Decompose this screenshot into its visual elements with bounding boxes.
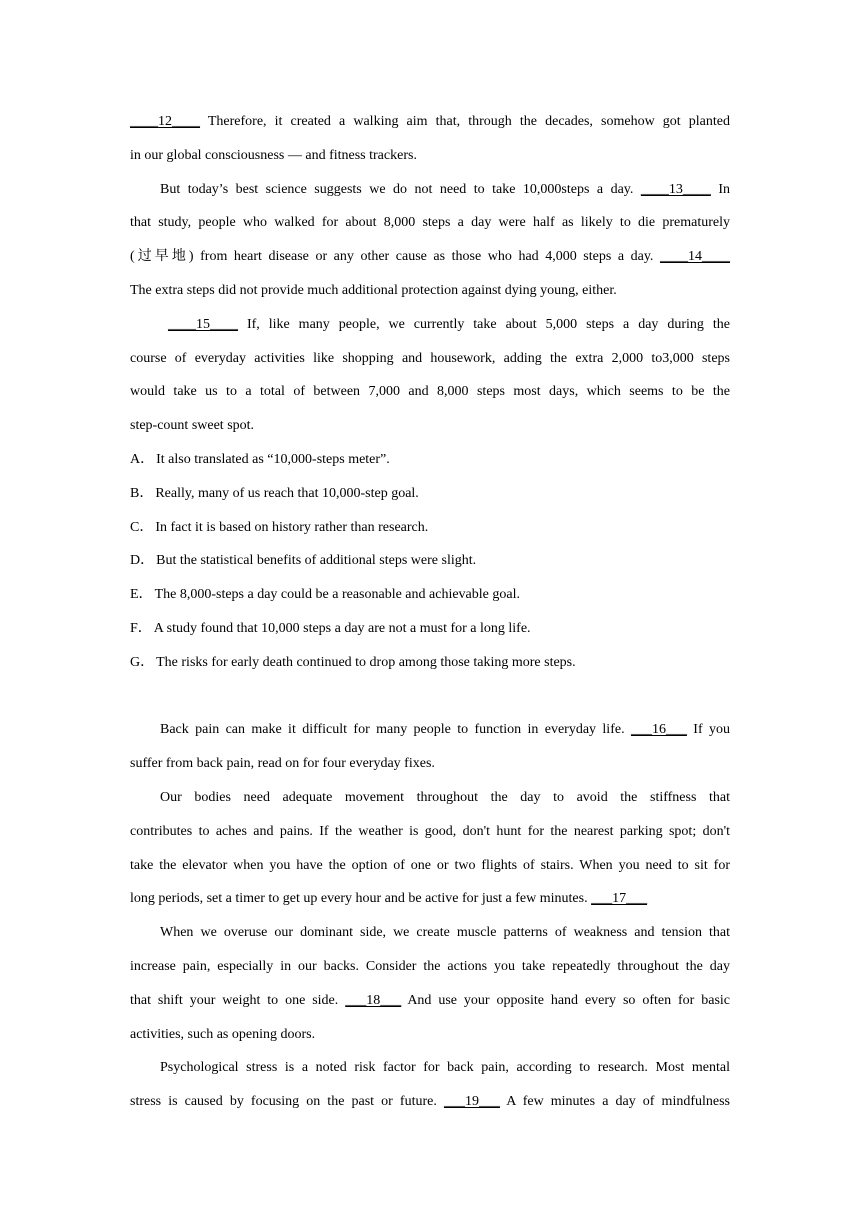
line-text: The extra steps did not provide much additional protection against dying young, either. bbox=[130, 282, 617, 298]
option-text: Really, many of us reach that 10,000-step goal. bbox=[155, 485, 419, 501]
line-text: long periods, set a timer to get up every hour and be active for just a few minutes. bbox=[130, 891, 592, 907]
option-item bbox=[130, 443, 730, 477]
passage-1 bbox=[130, 105, 730, 443]
option-text: The 8,000-steps a day could be a reasonable and achievable goal. bbox=[154, 587, 520, 603]
line-text: step-count sweet spot. bbox=[130, 418, 255, 434]
option-text: But the statistical benefits of additional steps were slight. bbox=[156, 553, 477, 569]
option-text: A study found that 10,000 steps a day are not a must for a long life. bbox=[153, 620, 531, 636]
text-line bbox=[130, 375, 730, 409]
option-text: In fact it is based on history rather than research. bbox=[155, 519, 429, 535]
line-text: in our global consciousness — and fitness trackers. bbox=[130, 147, 417, 163]
line-text: In bbox=[710, 181, 730, 197]
option-letter: B． bbox=[130, 485, 154, 501]
text-line bbox=[130, 781, 730, 815]
text-line bbox=[130, 849, 730, 883]
option-letter: G． bbox=[130, 654, 155, 670]
option-item bbox=[130, 578, 730, 612]
text-line bbox=[130, 105, 730, 139]
text-line bbox=[130, 308, 730, 342]
line-text: Back pain can make it difficult for many people to function in everyday life. bbox=[160, 722, 631, 738]
line-text: Psychological stress is a noted risk factor for back pain, according to research. Most mental bbox=[160, 1060, 730, 1076]
line-text: A few minutes a day of mindfulness bbox=[499, 1094, 731, 1110]
answer-blank[interactable]: ___19___ bbox=[443, 1094, 500, 1110]
answer-blank[interactable]: ___17___ bbox=[591, 891, 648, 907]
text-line bbox=[130, 713, 730, 747]
answer-blank[interactable]: ____15____ bbox=[168, 316, 238, 332]
option-item bbox=[130, 612, 730, 646]
answer-blank[interactable]: ___16___ bbox=[630, 722, 687, 738]
text-line bbox=[130, 1085, 730, 1119]
option-text: It also translated as “10,000-steps meter”. bbox=[156, 451, 390, 467]
option-text: The risks for early death continued to drop among those taking more steps. bbox=[156, 654, 576, 670]
line-text: stress is caused by focusing on the past or future. bbox=[130, 1094, 444, 1110]
option-letter: D． bbox=[130, 553, 155, 569]
line-text: (过早地) from heart disease or any other cause as those who had 4,000 steps a day. bbox=[130, 249, 660, 265]
answer-blank[interactable]: ____14____ bbox=[660, 249, 730, 265]
text-line bbox=[130, 1051, 730, 1085]
text-line bbox=[130, 206, 730, 240]
option-letter: F． bbox=[130, 620, 152, 636]
text-line bbox=[130, 1018, 730, 1052]
option-item bbox=[130, 511, 730, 545]
line-text: But today’s best science suggests we do not need to take 10,000steps a day. bbox=[160, 181, 641, 197]
line-text: If you bbox=[686, 722, 730, 738]
line-text: Therefore, it created a walking aim that, through the decades, somehow got planted bbox=[200, 114, 730, 129]
option-letter: E． bbox=[130, 587, 153, 603]
line-text: take the elevator when you have the option of one or two flights of stairs. When you need to sit for bbox=[130, 857, 730, 873]
answer-blank[interactable]: ____13____ bbox=[640, 181, 711, 197]
option-item bbox=[130, 477, 730, 511]
line-text: increase pain, especially in our backs. Consider the actions you take repeatedly throughout the day bbox=[130, 958, 730, 974]
line-text: would take us to a total of between 7,000 and 8,000 steps most days, which seems to be the bbox=[130, 384, 730, 400]
text-line bbox=[130, 984, 730, 1018]
line-text: activities, such as opening doors. bbox=[130, 1026, 316, 1042]
line-text: When we overuse our dominant side, we create muscle patterns of weakness and tension that bbox=[160, 925, 730, 941]
answer-options bbox=[130, 443, 730, 680]
line-text: Our bodies need adequate movement throughout the day to avoid the stiffness that bbox=[160, 789, 730, 805]
text-line bbox=[130, 916, 730, 950]
section-gap bbox=[130, 680, 730, 714]
text-line bbox=[130, 173, 730, 207]
line-text: contributes to aches and pains. If the weather is good, don't hunt for the nearest parking spot; don't bbox=[130, 823, 730, 839]
line-text: that shift your weight to one side. bbox=[130, 992, 346, 1008]
line-text: suffer from back pain, read on for four everyday fixes. bbox=[130, 756, 435, 772]
passage-2 bbox=[130, 713, 730, 1119]
text-line bbox=[130, 747, 730, 781]
text-line bbox=[130, 815, 730, 849]
option-letter: A． bbox=[130, 451, 155, 467]
text-line bbox=[130, 274, 730, 308]
text-line bbox=[130, 882, 730, 916]
text-line bbox=[130, 342, 730, 376]
answer-blank[interactable]: ____12____ bbox=[130, 114, 200, 129]
line-text: If, like many people, we currently take about 5,000 steps a day during the bbox=[238, 316, 730, 332]
text-line bbox=[130, 409, 730, 443]
option-letter: C． bbox=[130, 519, 154, 535]
line-text: course of everyday activities like shopping and housework, adding the extra 2,000 to3,000 steps bbox=[130, 350, 730, 366]
text-line bbox=[130, 240, 730, 274]
document-page bbox=[130, 105, 730, 1119]
line-text: that study, people who walked for about 8,000 steps a day were half as likely to die prematurely bbox=[130, 215, 730, 231]
option-item bbox=[130, 544, 730, 578]
answer-blank[interactable]: ___18___ bbox=[345, 992, 402, 1008]
option-item bbox=[130, 646, 730, 680]
text-line bbox=[130, 950, 730, 984]
line-text: And use your opposite hand every so often for basic bbox=[401, 992, 730, 1008]
text-line bbox=[130, 139, 730, 173]
